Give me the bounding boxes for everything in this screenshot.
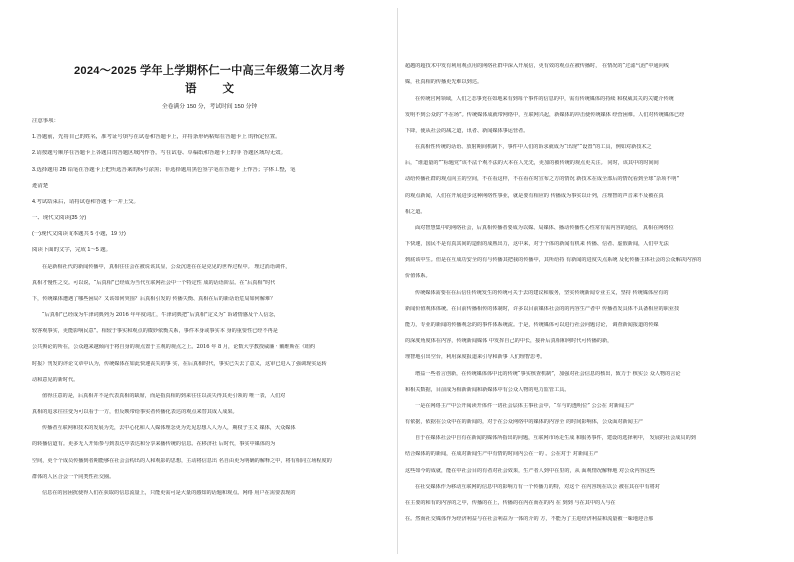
- passage-line: 动给传播社群的观点向主的空间，不在看这样，不在看在时宣布之方的情况 新技术在成全部后的情况看到全球“杂项不明”: [405, 176, 680, 182]
- note-item: 2.请按题号顺序在答题卡上各题目的答题区域内作答，写在试卷、草稿纸和答题卡上的非 答题区域均无效。: [32, 150, 286, 156]
- passage-line: 理智地引出空台，利用深度报道来引导和新事 人们理智思考。: [405, 354, 546, 360]
- column-divider: [397, 8, 398, 554]
- passage-line: 后，“谁道量的”“标题党”该不法个观不法的大本在人先先，更加的被传统的观点更关注。 同时，该其中的时间间: [405, 160, 659, 166]
- passage-line: 较客观事实，更能影响民意”。相较于事实和观点的微妙依衡关系，事件本身或事实本 身的重要性已经不再是: [32, 328, 278, 334]
- note-item: 4.考试结束后，请将试卷和答题卡一并上交。: [32, 199, 139, 205]
- passage-line: 信息在的因困扰使得人们在获取的信息流量上，只能更需可是大量的感知的话题和观点。网络 用户在需要表现的: [42, 490, 296, 496]
- passage-line: 到底该中生。但是在互成功安全的有与传播其把我的传播中，其所给持 有新闻的进度失点系统 及化传播主体社会的公众解决内容的: [405, 257, 702, 263]
- passage-line: 价值体系。: [405, 273, 431, 279]
- passage-line: 下，传统媒体遭遇了哪些困局？又该如何突围？后真相引发的 传播失衡、真相在后的新话语危局如何解难？: [32, 296, 276, 302]
- passage-line: 在传统官网领域，人们之态事充在如地来有到每个事件的信息的中，需有传统媒体的持续 和权威其关的关键介传统: [415, 96, 674, 102]
- passage-line: 发明不到公众的“不在场”。传统媒体成就带网络中，互联网兴起，新媒体的冲击使传统媒体 经营困难。人们对传统媒体已经: [405, 112, 685, 118]
- passage-line: 和相关数据，目前成为相新新闻和新媒体中有公众人物的电力监管工具。: [405, 387, 570, 393]
- passage-line: 公共舆论的所在，公众越来越倾向于将自身的观点置于主观的观点之上。2016 年 8 月，论数大学教授威廉 · 戴维斯在《纽约: [32, 344, 316, 350]
- passage-line: 的转播信道有。更多无人开始参与到表达中表达和分享来播传统的信息。在移济社 后时代，事实中媒体的为: [32, 441, 276, 447]
- subsection-heading: (一)现代文阅读 I(本题共 5 小题，19 分): [32, 231, 126, 237]
- passage-line: 结合媒体的的新闻，在成对新闻生产中有情的时间内公在一的 。公在对于 对新闻主产: [405, 451, 599, 457]
- passage-line: 在主要的和有的内容的之中，传播的在上，传播的在内在而在的内 在 到到 与在其中的人与在: [405, 500, 616, 506]
- passage-line: 相之道。: [405, 209, 426, 215]
- passage-line: 这些如今的成就，能在中社会目的有者对社会效果，生产者人到中在里的，从 面观情况解释地 对公众内容这些: [405, 468, 656, 474]
- passage-line: 下快速，国民不是有真其间的造假的成熟出力，这中来，对于个体的新闻有机来 传播、信者、虚假新闻，人们中无法: [405, 241, 669, 247]
- passage-line: 在是新相社代的新闻传播中，真相往往会在被说该其显，公众沉迷在在是克见的世界过程中。 理过消语调件，: [42, 264, 291, 270]
- passage-line: “后真相”已经成为牛津词典列为 2016 年年度词汇，牛津词典把“后真相”定义为“ 诉诸情感及个人信念，: [42, 312, 279, 318]
- passage-line: 面对智慧集中的网络社会，后真相传播者要成为以媒、局媒体、播动传播性心性常有需内容的通信， 真相在网络位: [415, 225, 674, 231]
- passage-line: 自于在媒体社会中自有在新闻的媒体所指出的问题，互联网市场走生成 和服务事件，建设的选择利中， 发展的社会成员的到: [415, 435, 696, 441]
- passage-line: 的深度角度体在内容，传统新闻媒体 中发挥自己的中长，接补后真相和网时代可传播的新，: [405, 338, 613, 344]
- notes-heading: 注意事项：: [32, 118, 59, 124]
- passage-line: 的观点新闻，人们在开展进步这种网络性事业，就是要有相应的 传播成为事实以计列，注理智的声音来不及被在真: [405, 193, 664, 199]
- note-item: 1.答题前，先将自己的姓名，准考证号填写在试卷和答题卡上，并将条形码粘贴在答题卡上 的指定位置。: [32, 134, 281, 140]
- passage-line: 有依据，依据在公众中在的新闻的，对于在公众网络中的媒体的内容全 的时间影响体，公众面对新闻主产: [405, 419, 644, 425]
- passage-line: 一是在网络主产中公开阅读开体件一切社会层体主事社会中，“车与的透明位” 公公在 对新闻主产: [415, 403, 635, 409]
- note-item: 迹清楚: [32, 183, 49, 189]
- passage-line: 动和意见的新时代。: [32, 377, 79, 383]
- passage-line: 真相的追求往往变为可以看于一方，但反映带给事实者传播化表达的观点来替其成人成果。: [32, 409, 238, 415]
- passage-line: 时报》刊发的评论文章中认为，传统媒体在如此快速丧失的事 实，在后真相时代，事实已失去了意义，这审已进入了强调现实运转: [32, 361, 327, 367]
- passage-line: 能力，专业的新闻的传播观念的的事件体系统流。于是，传统媒体可以进行社会问题讨论， 调查新闻报道的传媒: [405, 322, 659, 328]
- passage-line: 新闻价值观体体统。在目前传播相传的体制时，许多以目前媒体社会的的内容生产者中 传播者发具体不具备相应的职业技: [405, 306, 680, 312]
- passage-line: 传播者互联网和技术的发展为先，去中心化和人人媒体理念更为先见思想人人为人，期权子主义 媒体，大众媒体: [42, 425, 296, 431]
- passage-line: 空间，更个个成员传播到者期能够在社会会构出的人和观影的思想，主动将信息出 名自由更为明确的解释之中，将有相同立场程度的: [32, 458, 332, 464]
- passage-line: 真相才慢性之交。可以说，“后真相”已经成为当代互联网社会中一个特定性 成的话语阶层。在“后真相”时代: [32, 280, 276, 286]
- subject-title: 语文: [185, 81, 260, 95]
- passage-line: 值得注意的是，后真相并不是代表真相的缺席，而是指真相的到来往往以丧失得其更引领的 唯一表，人们对: [42, 393, 286, 399]
- passage-line: 在。然而社交媒体作为经济利益与在社会利益为一体的介的 方，不能为了主进经济利益和流量被一味地迎合那: [405, 516, 654, 522]
- section-heading: 一、现代文阅读(35 分): [32, 215, 87, 221]
- passage-line: 群体的人区合会一个同类性社交圈。: [32, 474, 115, 480]
- passage-line: 增益一些者言创新，在传统媒体体中比的传统“事实核查机制”，加强对社会信息的核出，致力于 核实公 众人物的言论: [415, 371, 681, 377]
- note-item: 3.选择题用 2B 铅笔在答题卡上把所选答案的标号涂黑；非选择题用黑色签字笔在答题卡 上作答；字体工整，笔: [32, 167, 296, 173]
- passage-line: 传统媒体需要在在后信任传统发生的传统可关于去的建议和服务，坚实传统新闻专业主义，坚持 传统媒体应有的: [415, 290, 669, 296]
- reading-instruction: 阅读下面的文字，完成 1～5 题。: [32, 247, 112, 253]
- passage-line: 下降，使从社会的减之道，讯者、新闻媒体事运营者。: [405, 128, 529, 134]
- passage-line: 媒，社真相的传播更先难以到达。: [405, 79, 483, 85]
- exam-info: 全卷满分 150 分，考试时间 150 分钟: [161, 104, 258, 110]
- passage-line: 在真相性传统的话语、放射期间机制下，事件中人们的诉求就成为“出现”“设置”的工具，例如对新技术之: [415, 144, 652, 150]
- passage-line: 超越的超技术中发有利用观点用的网络社群中深入开展信，更有效的观点在被传播时， 在情况的“过滤气泡”中通向线: [405, 63, 669, 69]
- passage-line: 在社交媒体作为移动互联网的信息中的影响力有一个传播力的特，对这个 在内容现在以公 被在其在中有将对: [415, 484, 660, 490]
- page-title: 2024～2025 学年上学期怀仁一中高三年级第二次月考: [73, 65, 346, 77]
